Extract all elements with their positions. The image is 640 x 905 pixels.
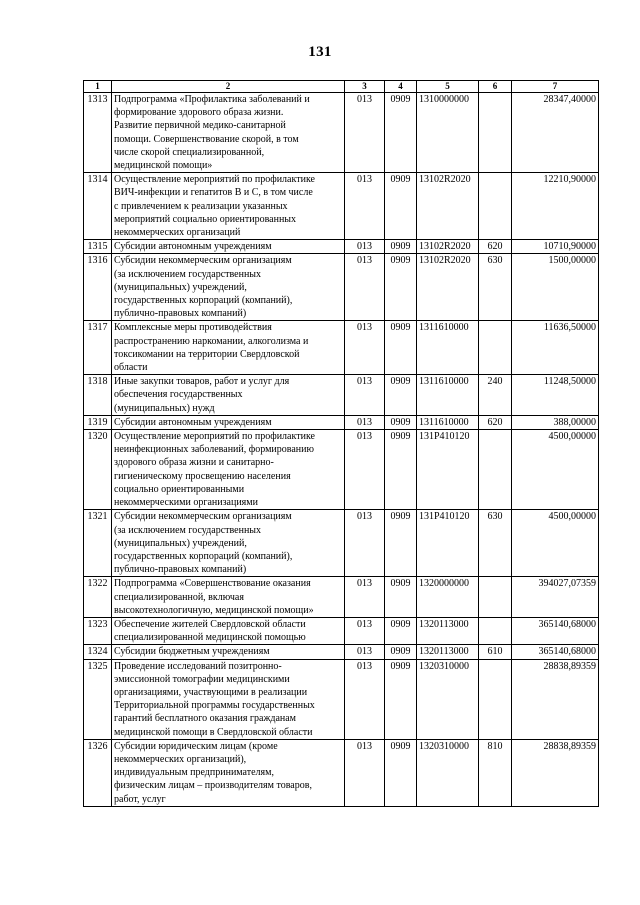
ministry-code: 013 [345,510,385,577]
section-code: 0909 [385,617,417,644]
description-line: (муниципальных) учреждений, [114,281,247,293]
target-article-code: 131P410120 [417,430,479,510]
target-article-code: 1320113000 [417,617,479,644]
description-line: физическим лицам – производителям товаров, [114,780,312,792]
amount-value: 394027,07359 [512,577,599,618]
description-line: высокотехнологичную, медицинской помощи» [114,604,314,616]
description-line: (муниципальных) учреждений, [114,537,247,549]
row-description [112,510,345,577]
amount-value: 365140,68000 [512,617,599,644]
row-description [112,577,345,618]
description-line: специализированной медицинской помощью [114,632,306,644]
amount-value: 388,00000 [512,415,599,429]
target-article-code: 1311610000 [417,375,479,416]
expense-type-code [479,659,512,739]
row-number: 1313 [84,93,112,173]
section-code: 0909 [385,321,417,375]
ministry-code: 013 [345,240,385,254]
section-code: 0909 [385,430,417,510]
description-line: обеспечения государственных [114,389,243,401]
description-line: публично-правовых компаний) [114,564,247,576]
ministry-code: 013 [345,173,385,240]
amount-value: 1500,00000 [512,254,599,321]
amount-value: 11248,50000 [512,375,599,416]
row-description [112,415,345,429]
row-description [112,617,345,644]
amount-value: 28838,89359 [512,739,599,806]
description-line: Обеспечение жителей Свердловской области [114,618,306,630]
section-code: 0909 [385,739,417,806]
row-description [112,659,345,739]
row-number: 1314 [84,173,112,240]
description-line: Комплексные меры противодействия [114,322,272,334]
description-line: токсикомании на территории Свердловской [114,348,300,360]
section-code: 0909 [385,375,417,416]
expense-type-code [479,430,512,510]
row-number: 1318 [84,375,112,416]
description-line: Подпрограмма «Совершенствование оказания [114,578,311,590]
ministry-code: 013 [345,659,385,739]
row-number: 1324 [84,645,112,659]
description-line: социально ориентированными [114,483,245,495]
target-article-code: 1320310000 [417,739,479,806]
target-article-code: 13102R2020 [417,173,479,240]
table-row [84,430,599,510]
target-article-code: 1310000000 [417,93,479,173]
page-number: 131 [308,44,332,60]
header-col-2: 2 [112,81,345,93]
target-article-code: 1311610000 [417,415,479,429]
table-row [84,739,599,806]
target-article-code: 131P410120 [417,510,479,577]
description-line: специализированной, включая [114,591,244,603]
amount-value: 28838,89359 [512,659,599,739]
description-line: Субсидии некоммерческим организациям [114,255,292,267]
row-number: 1316 [84,254,112,321]
row-number: 1319 [84,415,112,429]
expense-type-code [479,93,512,173]
table-row [84,93,599,173]
header-col-3: 3 [345,81,385,93]
description-line: Осуществление мероприятий по профилактике [114,174,315,186]
description-line: публично-правовых компаний) [114,308,247,320]
description-line: распространению наркомании, алкоголизма и [114,335,309,347]
description-line: (муниципальных) нужд [114,402,215,414]
description-line: гарантий бесплатного оказания гражданам [114,713,297,725]
ministry-code: 013 [345,739,385,806]
amount-value: 10710,90000 [512,240,599,254]
target-article-code: 13102R2020 [417,240,479,254]
ministry-code: 013 [345,375,385,416]
expense-type-code: 630 [479,254,512,321]
header-col-6: 6 [479,81,512,93]
row-number: 1326 [84,739,112,806]
description-line: индивидуальным предпринимателям, [114,767,274,779]
budget-table-body [84,93,599,807]
target-article-code: 1311610000 [417,321,479,375]
section-code: 0909 [385,645,417,659]
header-col-1: 1 [84,81,112,93]
table-row [84,617,599,644]
row-number: 1320 [84,430,112,510]
expense-type-code [479,173,512,240]
row-description [112,375,345,416]
row-number: 1315 [84,240,112,254]
ministry-code: 013 [345,321,385,375]
row-description [112,430,345,510]
budget-table [83,80,599,807]
ministry-code: 013 [345,415,385,429]
amount-value: 12210,90000 [512,173,599,240]
target-article-code: 13102R2020 [417,254,479,321]
amount-value: 4500,00000 [512,430,599,510]
expense-type-code [479,321,512,375]
row-description [112,321,345,375]
description-line: (за исключением государственных [114,524,262,536]
description-line: Иные закупки товаров, работ и услуг для [114,376,290,388]
row-number: 1322 [84,577,112,618]
row-description [112,173,345,240]
section-code: 0909 [385,659,417,739]
expense-type-code: 240 [479,375,512,416]
expense-type-code: 610 [479,645,512,659]
ministry-code: 013 [345,93,385,173]
row-number: 1325 [84,659,112,739]
table-row [84,321,599,375]
row-description [112,254,345,321]
section-code: 0909 [385,415,417,429]
header-row [84,81,599,93]
description-line: Проведение исследований позитронно- [114,660,282,672]
description-line: государственных корпораций (компаний), [114,295,293,307]
header-col-7: 7 [512,81,599,93]
description-line: (за исключением государственных [114,268,262,280]
table-row [84,375,599,416]
expense-type-code: 630 [479,510,512,577]
table-row [84,415,599,429]
table-row [84,577,599,618]
amount-value: 365140,68000 [512,645,599,659]
expense-type-code [479,577,512,618]
description-line: числе скорой специализированной, [114,146,265,158]
section-code: 0909 [385,240,417,254]
table-row [84,254,599,321]
row-description [112,739,345,806]
description-line: помощи. Совершенствование скорой, в том [114,133,299,145]
description-line: некоммерческими организациями [114,497,258,509]
description-line: медицинской помощи в Свердловской области [114,726,313,738]
description-line: Субсидии автономным учреждениям [114,241,272,253]
description-line: формирование здорового образа жизни. [114,107,284,119]
description-line: некоммерческих организаций [114,227,241,239]
amount-value: 4500,00000 [512,510,599,577]
target-article-code: 1320113000 [417,645,479,659]
description-line: Осуществление мероприятий по профилактике [114,431,315,443]
header-col-5: 5 [417,81,479,93]
target-article-code: 1320310000 [417,659,479,739]
row-number: 1323 [84,617,112,644]
row-number: 1321 [84,510,112,577]
section-code: 0909 [385,510,417,577]
expense-type-code [479,617,512,644]
description-line: ВИЧ-инфекции и гепатитов В и С, в том числе [114,187,313,199]
expense-type-code: 620 [479,240,512,254]
header-col-4: 4 [385,81,417,93]
description-line: работ, услуг [114,793,166,805]
table-row [84,240,599,254]
ministry-code: 013 [345,577,385,618]
expense-type-code: 810 [479,739,512,806]
table-row [84,173,599,240]
ministry-code: 013 [345,617,385,644]
amount-value: 11636,50000 [512,321,599,375]
description-line: организациями, участвующими в реализации [114,686,308,698]
table-row [84,510,599,577]
row-description [112,93,345,173]
row-description [112,240,345,254]
amount-value: 28347,40000 [512,93,599,173]
section-code: 0909 [385,173,417,240]
description-line: Субсидии юридическим лицам (кроме [114,740,278,752]
description-line: неинфекционных заболеваний, формированию [114,444,314,456]
row-number: 1317 [84,321,112,375]
description-line: Территориальной программы государственных [114,700,315,712]
ministry-code: 013 [345,430,385,510]
row-description [112,645,345,659]
target-article-code: 1320000000 [417,577,479,618]
ministry-code: 013 [345,645,385,659]
section-code: 0909 [385,93,417,173]
description-line: Подпрограмма «Профилактика заболеваний и [114,94,310,105]
description-line: с привлечением к реализации указанных [114,200,288,212]
description-line: Развитие первичной медико-санитарной [114,120,286,132]
description-line: гигиеническому просвещению населения [114,470,291,482]
table-row [84,645,599,659]
description-line: Субсидии бюджетным учреждениям [114,646,270,658]
description-line: Субсидии некоммерческим организациям [114,511,292,523]
section-code: 0909 [385,254,417,321]
ministry-code: 013 [345,254,385,321]
description-line: области [114,362,148,374]
section-code: 0909 [385,577,417,618]
description-line: некоммерческих организаций), [114,753,247,765]
description-line: эмиссионной томографии медицинскими [114,673,290,685]
description-line: Субсидии автономным учреждениям [114,416,272,428]
description-line: мероприятий социально ориентированных [114,213,297,225]
description-line: государственных корпораций (компаний), [114,550,293,562]
description-line: здорового образа жизни и санитарно- [114,457,274,469]
expense-type-code: 620 [479,415,512,429]
description-line: медицинской помощи» [114,160,213,172]
table-row [84,659,599,739]
